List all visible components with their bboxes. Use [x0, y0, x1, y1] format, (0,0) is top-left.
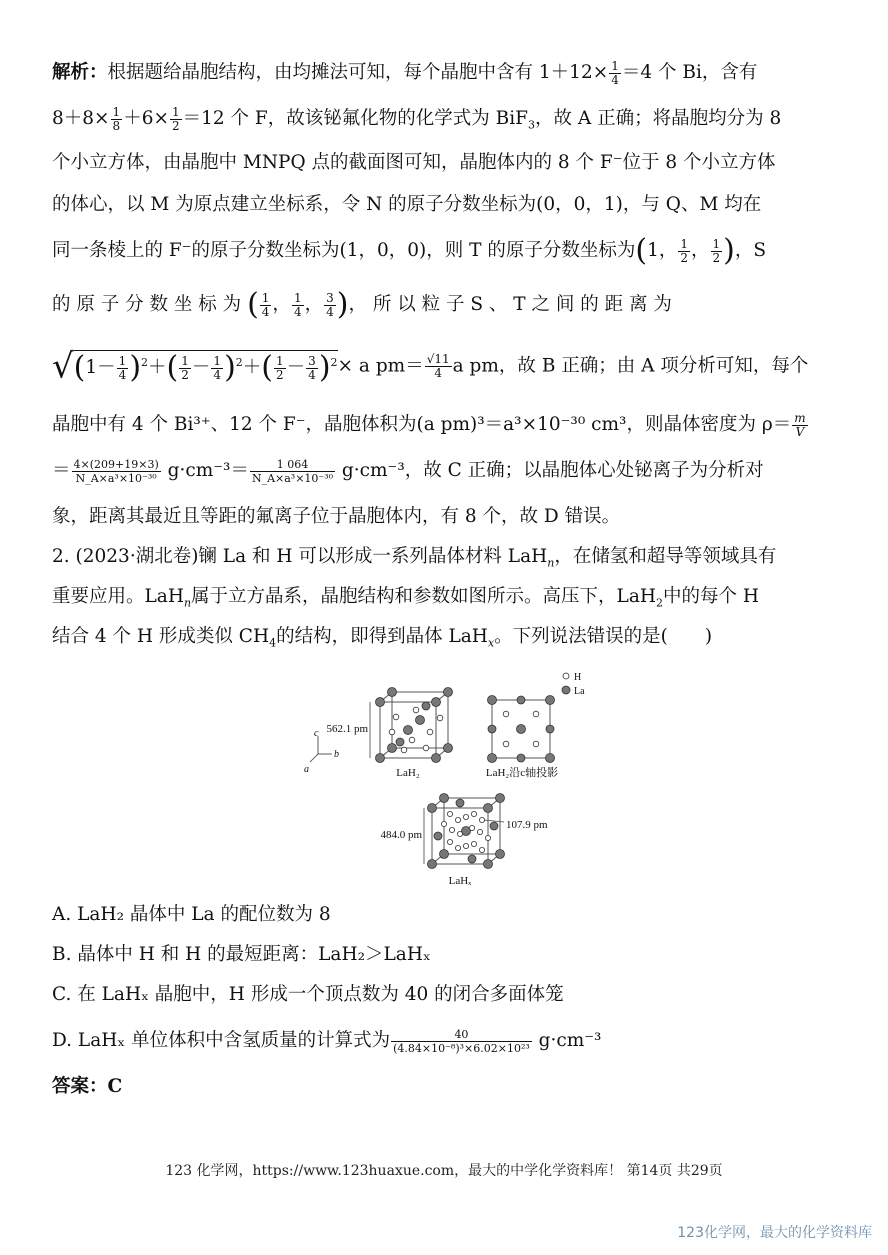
fraction-1-8: $\frac{1}{8}$ [112, 104, 121, 133]
analysis-label: 解析： [52, 62, 108, 83]
crystal-figure [300, 662, 600, 892]
lah2-atoms [376, 688, 453, 763]
lahx-label: LaHₓ [448, 875, 472, 887]
axis-b-label: b [334, 749, 339, 760]
legend-h-icon [563, 673, 569, 679]
answer: 答案：C [52, 1076, 123, 1097]
page-footer: 123 化学网，https://www.123huaxue.com，最大的中学化学资料库！ 第14页 共29页 [165, 1163, 723, 1179]
legend-la-icon [562, 686, 570, 694]
projection-atoms [488, 696, 555, 763]
crystal-structure-diagram [300, 662, 600, 892]
option-b: B. 晶体中 H 和 H 的最短距离：LaH₂＞LaHₓ [52, 944, 431, 965]
lahx-atoms [428, 794, 505, 869]
axis-c-label: c [314, 728, 319, 739]
analysis-line-9: ＝ $\frac{4\times(209+19\times 3)}{\text{N\_A×a³×10⁻³⁰}}$ g·cm⁻³＝ $\frac{1 064}{\text{N\_A×a³×10⁻³⁰}}$ g·cm⁻³，故 C 正确；以晶胞体心处铋离子为分析对 [52, 457, 764, 485]
option-d: D. LaHₓ 单位体积中含氢质量的计算式为 $\frac{40}{\text{(4.84×10⁻⁸)³×6.02×10²³}}$ g·cm⁻³ [52, 1027, 602, 1055]
analysis-line-1: 解析：根据题给晶胞结构，由均摊法可知，每个晶胞中含有 1＋12× $\frac{1}{4}$ ＝4 个 Bi，含有 [52, 58, 758, 87]
question-line-1: 2. (2023·湖北卷)镧 La 和 H 可以形成一系列晶体材料 LaH$_n$，在储氢和超导等领域具有 [52, 546, 777, 570]
analysis-line-6: 的 原 子 分 数 坐 标 为 ( $\frac{1}{4}$ ， $\frac{1}{4}$ ， $\frac{3}{4}$ )， 所 以 粒 子 S 、 T 之 间 的 距 离 为 [52, 287, 672, 322]
question-line-2: 重要应用。LaH$_n$属于立方晶系，晶胞结构和参数如图所示。高压下，LaH$_2$中的每个 H [52, 586, 760, 610]
analysis-line-5: 同一条棱上的 F⁻的原子分数坐标为(1，0，0)，则 T 的原子分数坐标为(1， $\frac{1}{2}$ ， $\frac{1}{2}$ )，S [52, 233, 767, 268]
analysis-line-7: √(1－ $\frac{1}{4}$ )$^2$＋( $\frac{1}{2}$ － $\frac{1}{4}$ )$^2$＋( $\frac{1}{2}$ － $\frac{3}{4}$ )$^2$× a pm＝ $\frac{√11}{4}$ a pm，故 B 正确；由 A 项分析可知，每个 [52, 346, 809, 387]
fraction-1-4: $\frac{1}{4}$ [611, 58, 619, 87]
lah2-h-atoms [389, 707, 443, 753]
analysis-line-10: 象，距离其最近且等距的氟离子位于晶胞体内，有 8 个，故 D 错误。 [52, 506, 621, 527]
analysis-line-2: 8＋8× $\frac{1}{8}$ ＋6× $\frac{1}{2}$ ＝12 个 F，故该铋氟化物的化学式为 BiF$_3$，故 A 正确；将晶胞均分为 8 [52, 104, 782, 133]
lah2-param: 562.1 pm [326, 723, 368, 735]
analysis-line-4: 的体心，以 M 为原点建立坐标系，令 N 的原子分数坐标为(0，0，1)，与 Q、M 均在 [52, 194, 762, 215]
axis-a-label: a [304, 764, 309, 775]
projection-label: LaH₂沿c轴投影 [485, 767, 559, 779]
axes-icon [310, 736, 332, 762]
lahx-param-2: 107.9 pm [506, 819, 548, 831]
legend-h-label: H [574, 672, 582, 683]
question-line-3: 结合 4 个 H 形成类似 $CH_4$的结构，即得到晶体 LaH$_x$。下列说法错误的是( ) [52, 626, 713, 650]
watermark: 123化学网，最大的化学资料库 [677, 1225, 872, 1241]
lahx-param-1: 484.0 pm [380, 829, 422, 841]
option-c: C. 在 LaHₓ 晶胞中，H 形成一个顶点数为 40 的闭合多面体笼 [52, 984, 564, 1005]
fraction-1-2: $\frac{1}{2}$ [171, 104, 180, 133]
legend-la-label: La [574, 686, 585, 697]
option-a: A. LaH₂ 晶体中 La 的配位数为 8 [52, 904, 331, 925]
lah2-label: LaH₂ [396, 767, 420, 779]
distance-radical: (1－ $\frac{1}{4}$ )$^2$＋( $\frac{1}{2}$ － $\frac{1}{4}$ )$^2$＋( $\frac{1}{2}$ － $\frac{3}{4}$ )$^2$ [73, 350, 338, 385]
analysis-line-8: 晶胞中有 4 个 Bi³⁺、12 个 F⁻，晶胞体积为(a pm)³＝a³×10⁻³⁰ cm³，则晶体密度为 ρ＝ $\frac{m}{V}$ [52, 410, 806, 439]
analysis-line-3: 个小立方体，由晶胞中 MNPQ 点的截面图可知，晶胞体内的 8 个 F⁻位于 8 个小立方体 [52, 152, 776, 173]
